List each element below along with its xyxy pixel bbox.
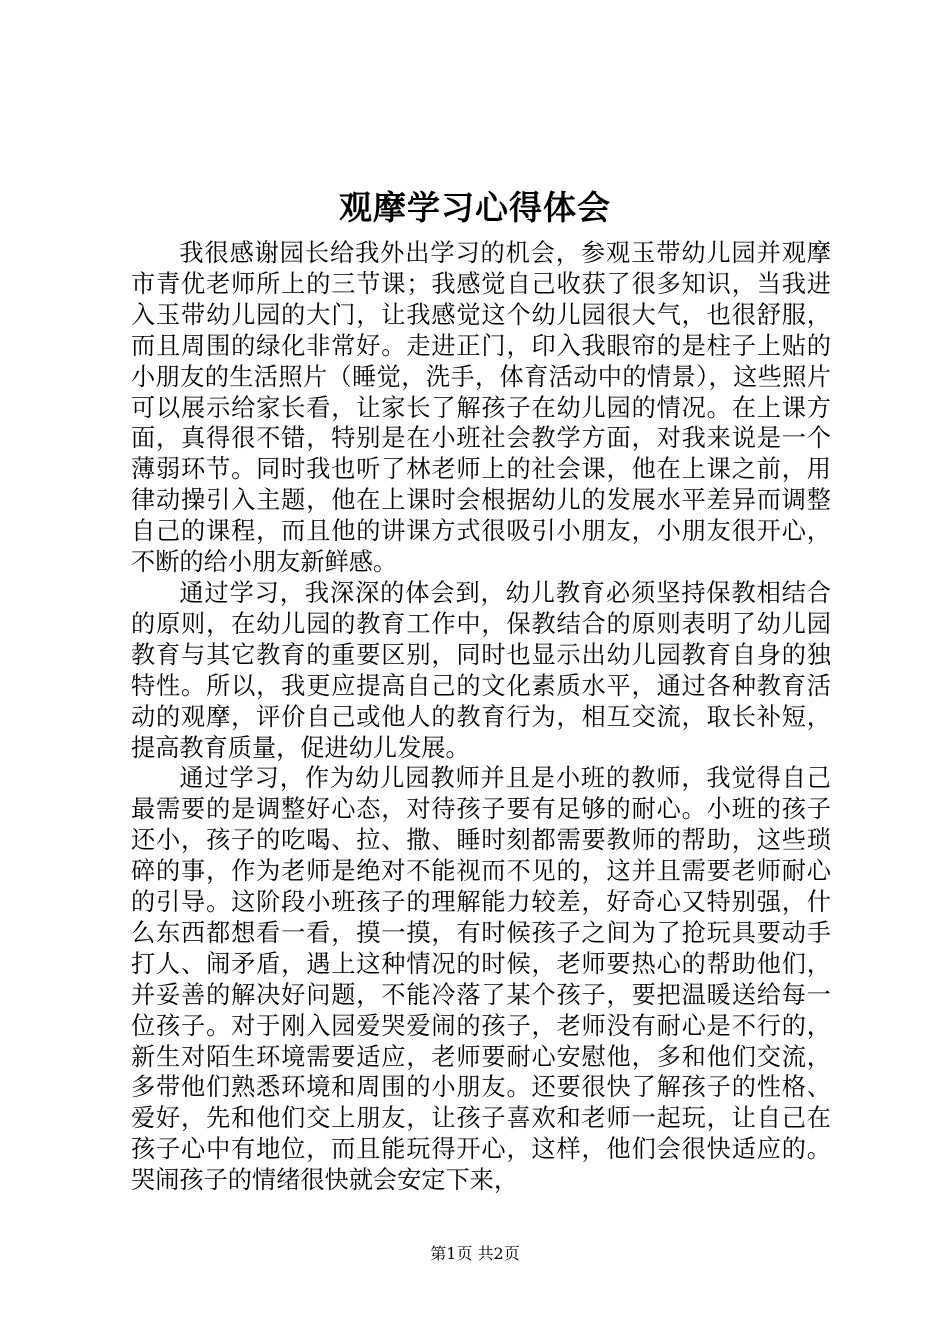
paragraph-1: 我很感谢园长给我外出学习的机会，参观玉带幼儿园并观摩市青优老师所上的三节课；我感觉自己收获了很多知识，当我进入玉带幼儿园的大门，让我感觉这个幼儿园很大气，也很舒服，而且周围的绿化非常好。走进正门，印入我眼帘的是柱子上贴的小朋友的生活照片（睡觉，洗手，体育活动中的情景），这些照片可以展示给家长看，让家长了解孩子在幼儿园的情况。在上课方面，真得很不错，特别是在小班社会教学方面，对我来说是一个薄弱环节。同时我也听了林老师上的社会课，他在上课之前，用律动操引入主题，他在上课时会根据幼儿的发展水平差异而调整自己的课程，而且他的讲课方式很吸引小朋友，小朋友很开心，不断的给小朋友新鲜感。 — [131, 239, 831, 577]
paragraph-3: 通过学习，作为幼儿园教师并且是小班的教师，我觉得自己最需要的是调整好心态，对待孩子要有足够的耐心。小班的孩子还小，孩子的吃喝、拉、撒、睡时刻都需要教师的帮助，这些琐碎的事，作为老师是绝对不能视而不见的，这并且需要老师耐心的引导。这阶段小班孩子的理解能力较差，好奇心又特别强，什么东西都想看一看，摸一摸，有时候孩子之间为了抢玩具要动手打人、闹矛盾，遇上这种情况的时候，老师要热心的帮助他们，并妥善的解决好问题，不能冷落了某个孩子，要把温暖送给每一位孩子。对于刚入园爱哭爱闹的孩子，老师没有耐心是不行的，新生对陌生环境需要适应，老师要耐心安慰他，多和他们交流，多带他们熟悉环境和周围的小朋友。还要很快了解孩子的性格、爱好，先和他们交上朋友，让孩子喜欢和老师一起玩，让自己在孩子心中有地位，而且能玩得开心，这样，他们会很快适应的。哭闹孩子的情绪很快就会安定下来， — [131, 764, 831, 1195]
document-title: 观摩学习心得体会 — [339, 188, 611, 227]
paragraph-2: 通过学习，我深深的体会到，幼儿教育必须坚持保教相结合的原则，在幼儿园的教育工作中，保教结合的原则表明了幼儿园教育与其它教育的重要区别，同时也显示出幼儿园教育自身的独特性。所以，我更应提高自己的文化素质水平，通过各种教育活动的观摩，评价自己或他人的教育行为，相互交流，取长补短，提高教育质量，促进幼儿发展。 — [131, 578, 831, 762]
page-number-footer: 第1页 共2页 — [430, 1244, 520, 1263]
document-body — [131, 238, 831, 1196]
